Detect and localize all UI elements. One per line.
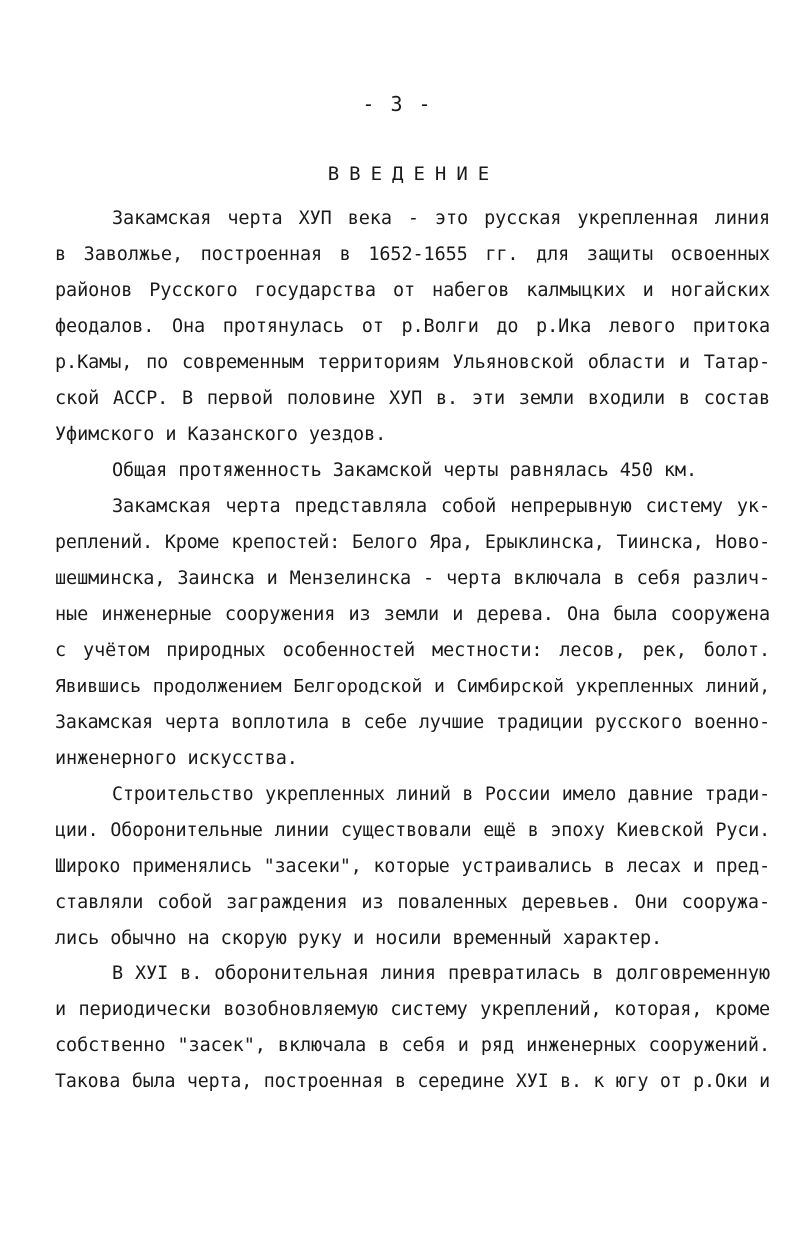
text-line: Закамская черта воплотила в себе лучшие традиции русского военно- [55,712,770,733]
text-line: и периодически возобновляемую систему укреплений, которая, кроме [55,999,770,1020]
text-line: собственно "засек", включала в себя и ряд инженерных сооружений. [55,1035,770,1056]
text-line: ставляли собой заграждения из поваленных деревьев. Они сооружа- [55,892,770,913]
text-line: лись обычно на скорую руку и носили временный характер. [55,928,663,949]
section-heading: ВВЕДЕНИЕ [327,163,500,185]
text-line: шешминска, Заинска и Мензелинска - черта включала в себя различ- [55,568,770,589]
page-number: - 3 - [362,92,433,116]
text-line: Общая протяженность Закамской черты равнялась 450 км. [112,460,698,481]
text-line: Закамская черта представляла собой непрерывную систему ук- [112,496,770,517]
text-line: с учётом природных особенностей местности: лесов, рек, болот. [55,640,770,661]
text-line: Уфимского и Казанского уездов. [55,424,387,445]
text-line: ции. Оборонительные линии существовали ещё в эпоху Киевской Руси. [55,820,770,841]
text-line: в Заволжье, построенная в 1652-1655 гг. для защиты освоенных [55,244,770,265]
text-line: р.Камы, по современным территориям Ульяновской области и Татар- [55,352,770,373]
text-line: Закамская черта ХУП века - это русская укрепленная линия [112,208,770,229]
text-line: ные инженерные сооружения из земли и дерева. Она была сооружена [55,604,770,625]
text-line: инженерного искусства. [55,748,298,769]
text-line: феодалов. Она протянулась от р.Волги до р.Ика левого притока [55,316,770,337]
text-line: В ХУI в. оборонительная линия превратилась в долговременную [112,963,770,984]
text-line: Широко применялись "засеки", которые устраивались в лесах и пред- [55,856,770,877]
text-line: районов Русского государства от набегов калмыцких и ногайских [55,280,770,301]
text-line: Явившись продолжением Белгородской и Симбирской укрепленных линий, [55,676,770,697]
text-line: Такова была черта, построенная в середине ХУI в. к югу от р.Оки и [55,1071,770,1092]
text-line: Строительство укрепленных линий в России имело давние тради- [112,784,770,805]
text-line: реплений. Кроме крепостей: Белого Яра, Ерыклинска, Тиинска, Ново- [55,532,770,553]
text-line: ской АССР. В первой половине ХУП в. эти земли входили в состав [55,388,770,409]
